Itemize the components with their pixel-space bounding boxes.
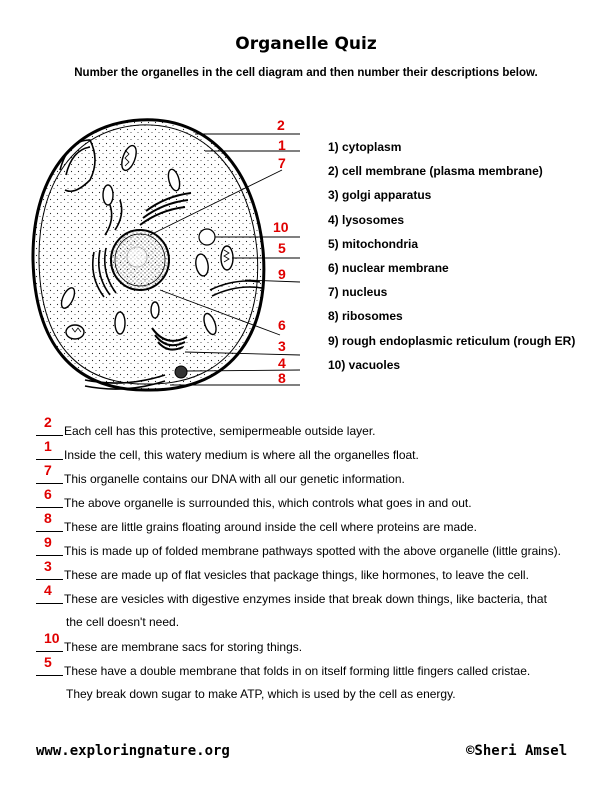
organelle-item: 10) vacuoles — [328, 357, 401, 372]
footer-copyright: ©Sheri Amsel — [466, 743, 568, 759]
question-10-continued: They break down sugar to make ATP, which is used by the cell as energy. — [66, 687, 456, 701]
question-8-continued: the cell doesn't need. — [66, 615, 180, 629]
diagram-label-ribosomes: 8 — [278, 370, 286, 386]
vacuole — [199, 229, 215, 245]
diagram-label-nucleus: 7 — [278, 155, 286, 171]
answer-blank[interactable]: 2 — [36, 423, 63, 436]
organelle-item: 5) mitochondria — [328, 236, 419, 251]
diagram-label-rough-er: 9 — [278, 266, 286, 282]
organelle-item: 1) cytoplasm — [328, 140, 402, 154]
question-3: 7 This organelle contains our DNA with all our genetic information. — [36, 471, 405, 486]
answer-blank[interactable]: 3 — [36, 567, 63, 580]
footer-website: www.exploringnature.org — [36, 743, 230, 759]
question-6: 9 This is made up of folded membrane pathways spotted with the above organelle (little grains). — [36, 543, 561, 558]
diagram-label-cytoplasm: 1 — [278, 137, 286, 153]
organelle-item: 3) golgi apparatus — [328, 188, 432, 203]
diagram-label-golgi: 3 — [278, 338, 286, 354]
diagram-label-mitochondria: 5 — [278, 240, 286, 256]
question-5: 8 These are little grains floating around inside the cell where proteins are made. — [36, 519, 477, 534]
organelle-item: 4) lysosomes — [328, 212, 405, 227]
organelle-item: 9) rough endoplasmic reticulum (rough ER) — [328, 333, 576, 348]
page-title: Organelle Quiz — [235, 34, 377, 54]
organelle-item: 2) cell membrane (plasma membrane) — [328, 164, 543, 179]
question-7: 3 These are made up of flat vesicles that package things, like hormones, to leave the cell. — [36, 567, 529, 582]
answer-blank[interactable]: 8 — [36, 519, 63, 532]
question-10: 5 These have a double membrane that folds in on itself forming little fingers called cristae. — [36, 663, 530, 678]
answer-blank[interactable]: 10 — [36, 639, 63, 652]
organelle-list — [328, 135, 575, 377]
answer-blank[interactable]: 6 — [36, 495, 63, 508]
organelle-item: 6) nuclear membrane — [328, 261, 449, 276]
answer-blank[interactable]: 5 — [36, 663, 63, 676]
question-9: 10 These are membrane sacs for storing things. — [36, 639, 302, 654]
instructions: Number the organelles in the cell diagram and then number their descriptions below. — [74, 67, 538, 79]
question-8: 4 These are vesicles with digestive enzymes inside that break down things, like bacteria, that — [36, 591, 547, 606]
answer-blank[interactable]: 7 — [36, 471, 63, 484]
diagram-label-vacuole: 10 — [273, 219, 289, 235]
cell-diagram — [0, 100, 300, 400]
diagram-label-cell-membrane: 2 — [277, 117, 285, 133]
question-2: 1 Inside the cell, this watery medium is where all the organelles float. — [36, 447, 419, 462]
question-1: 2 Each cell has this protective, semipermeable outside layer. — [36, 423, 376, 438]
diagram-label-lysosome: 4 — [278, 355, 286, 371]
answer-blank[interactable]: 9 — [36, 543, 63, 556]
answer-blank[interactable]: 4 — [36, 591, 63, 604]
answer-blank[interactable]: 1 — [36, 447, 63, 460]
question-4: 6 The above organelle is surrounded this, which controls what goes in and out. — [36, 495, 472, 510]
organelle-item: 7) nucleus — [328, 285, 388, 300]
organelle-item: 8) ribosomes — [328, 309, 403, 324]
lysosome — [175, 366, 187, 378]
diagram-label-nuclear-membrane: 6 — [278, 317, 286, 333]
